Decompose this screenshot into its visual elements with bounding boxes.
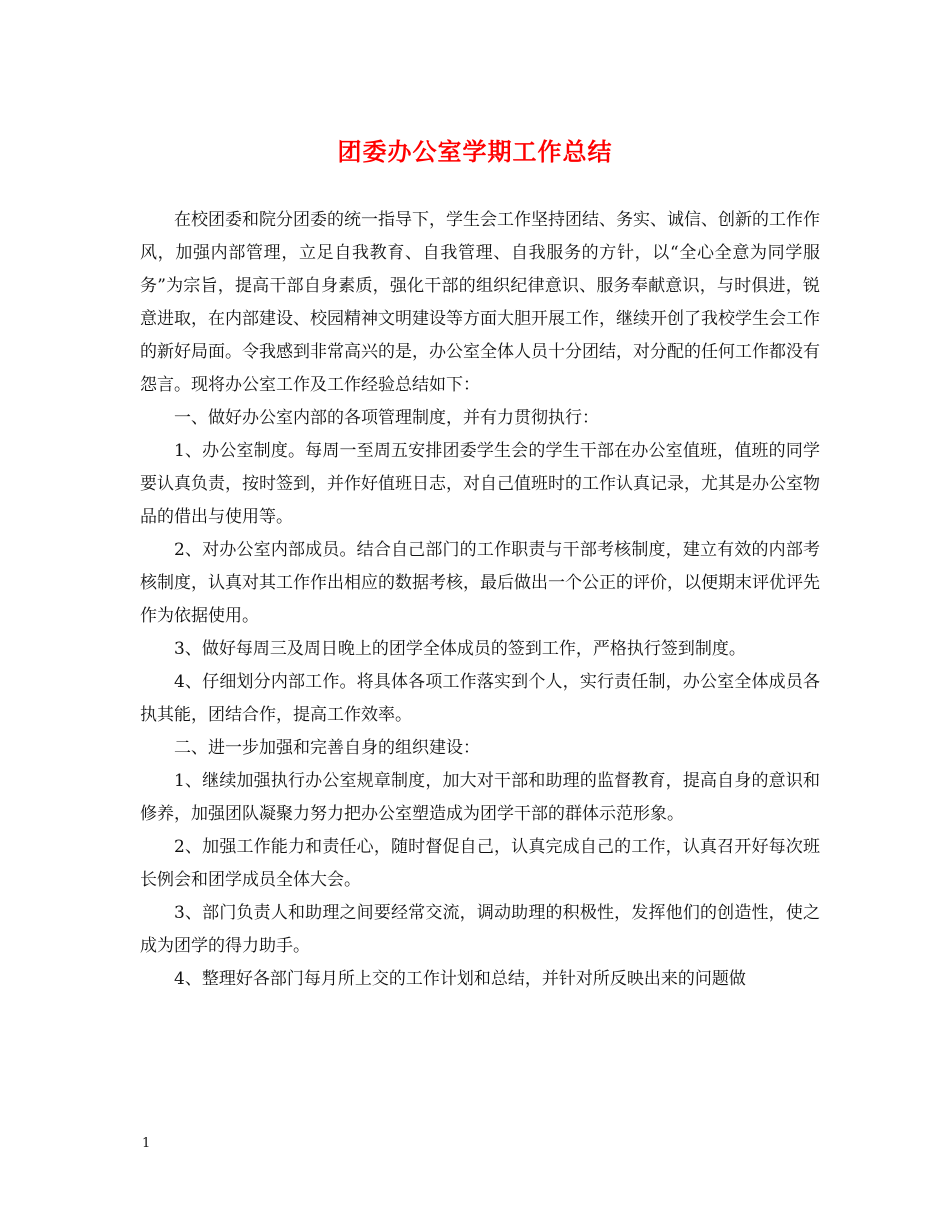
- document-body: [140, 204, 820, 996]
- paragraph-item: 1、继续加强执行办公室规章制度，加大对干部和助理的监督教育，提高自身的意识和修养，加强团队凝聚力努力把办公室塑造成为团学干部的群体示范形象。: [140, 771, 820, 824]
- section-heading-1: 一、做好办公室内部的各项管理制度，并有力贯彻执行：: [174, 408, 599, 428]
- paragraph-item: 3、部门负责人和助理之间要经常交流，调动助理的积极性，发挥他们的创造性，使之成为团学的得力助手。: [140, 903, 820, 956]
- paragraph-item: 3、做好每周三及周日晚上的团学全体成员的签到工作，严格执行签到制度。: [174, 639, 746, 659]
- paragraph-item: 1、办公室制度。每周一至周五安排团委学生会的学生干部在办公室值班，值班的同学要认真负责，按时签到，并作好值班日志，对自己值班时的工作认真记录，尤其是办公室物品的借出与使用等。: [140, 441, 820, 527]
- paragraph-item: 4、整理好各部门每月所上交的工作计划和总结，并针对所反映出来的问题做: [174, 969, 746, 989]
- paragraph-intro: 在校团委和院分团委的统一指导下，学生会工作坚持团结、务实、诚信、创新的工作作风，加强内部管理，立足自我教育、自我管理、自我服务的方针，以“全心全意为同学服务”为宗旨，提高干部自身素质，强化干部的组织纪律意识、服务奉献意识，与时俱进，锐意进取，在内部建设、校园精神文明建设等方面大胆开展工作，继续开创了我校学生会工作的新好局面。令我感到非常高兴的是，办公室全体人员十分团结，对分配的任何工作都没有怨言。现将办公室工作及工作经验总结如下：: [140, 210, 820, 395]
- section-heading-2: 二、进一步加强和完善自身的组织建设：: [174, 738, 480, 758]
- paragraph-item: 4、仔细划分内部工作。将具体各项工作落实到个人，实行责任制，办公室全体成员各执其能，团结合作，提高工作效率。: [140, 672, 820, 725]
- page-title: 团委办公室学期工作总结: [337, 137, 613, 166]
- page-number: 1: [142, 1136, 151, 1151]
- paragraph-item: 2、加强工作能力和责任心，随时督促自己，认真完成自己的工作，认真召开好每次班长例会和团学成员全体大会。: [140, 837, 820, 890]
- paragraph-item: 2、对办公室内部成员。结合自己部门的工作职责与干部考核制度，建立有效的内部考核制度，认真对其工作作出相应的数据考核，最后做出一个公正的评价，以便期末评优评先作为依据使用。: [140, 540, 820, 626]
